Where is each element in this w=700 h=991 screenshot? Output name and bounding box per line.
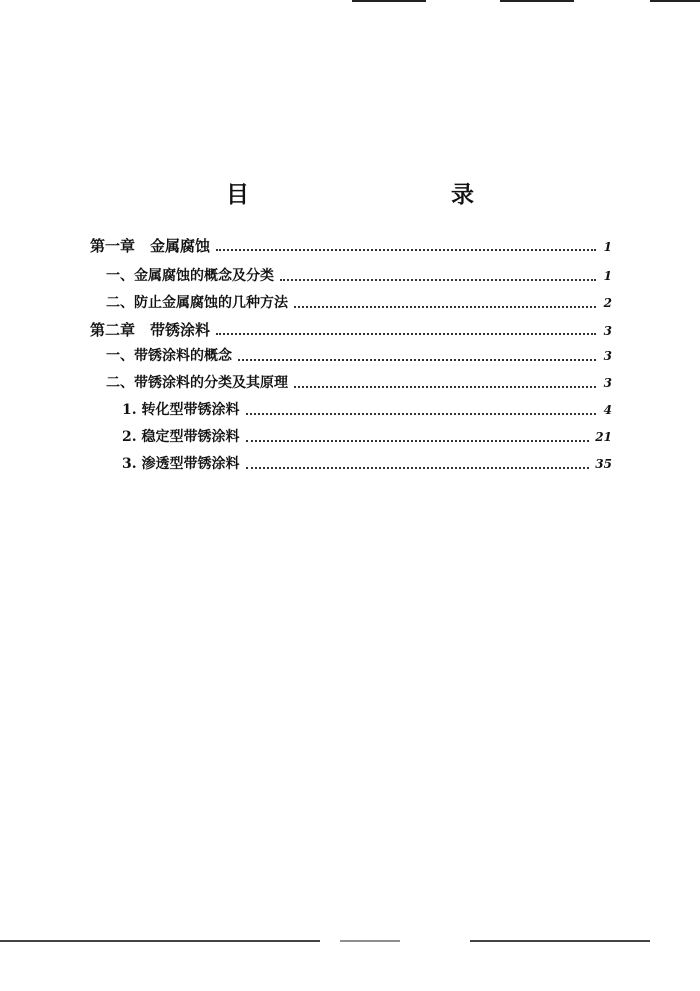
toc-page-number: 3 [603, 349, 612, 363]
toc-label: 第一章 金属腐蚀 [90, 237, 211, 255]
page-title: 目 录 [226, 182, 526, 208]
toc-page-number: 3 [603, 376, 612, 390]
toc-page-number: 1 [603, 240, 612, 254]
toc-label: 二、带锈涂料的分类及其原理 [106, 375, 288, 391]
toc-entry-chapter-2 [90, 319, 612, 341]
dot-leader [216, 331, 596, 335]
toc-entry-2-2 [106, 372, 612, 394]
dot-leader [246, 438, 590, 442]
toc-page-number: 4 [603, 403, 612, 417]
toc-page-number: 3 [603, 324, 612, 338]
toc-entry-1-2 [106, 292, 612, 314]
dot-leader [246, 411, 597, 415]
toc-page-number: 35 [595, 457, 612, 471]
toc-page-number: 21 [595, 430, 612, 444]
toc-entry-chapter-1 [90, 235, 612, 257]
dot-leader [294, 304, 596, 308]
dot-leader [246, 465, 590, 469]
scan-edge-line-3 [650, 0, 700, 2]
toc-label: 一、金属腐蚀的概念及分类 [106, 268, 274, 284]
dot-leader [238, 357, 596, 361]
toc-label: 第二章 带锈涂料 [90, 321, 211, 339]
scan-edge-line-1 [352, 0, 426, 2]
dot-leader [216, 247, 596, 251]
dot-leader [280, 277, 596, 281]
toc-label: 1. 转化型带锈涂料 [122, 402, 240, 418]
dot-leader [294, 384, 596, 388]
toc-label: 3. 渗透型带锈涂料 [122, 456, 240, 472]
toc-page-number: 1 [603, 269, 612, 283]
toc-label: 二、防止金属腐蚀的几种方法 [106, 295, 288, 311]
toc-label: 一、带锈涂料的概念 [106, 348, 232, 364]
scan-bottom-line-3 [470, 940, 650, 942]
toc-entry-2-2-1 [122, 399, 612, 421]
scan-bottom-line-1 [0, 940, 320, 942]
scan-edge-line-2 [500, 0, 574, 2]
toc-entry-1-1 [106, 265, 612, 287]
scan-bottom-line-2 [340, 940, 400, 942]
toc-page-number: 2 [603, 296, 612, 310]
toc-entry-2-2-2 [122, 426, 612, 448]
toc-entry-2-1 [106, 345, 612, 367]
toc-entry-2-2-3 [122, 453, 612, 475]
toc-label: 2. 稳定型带锈涂料 [122, 429, 240, 445]
